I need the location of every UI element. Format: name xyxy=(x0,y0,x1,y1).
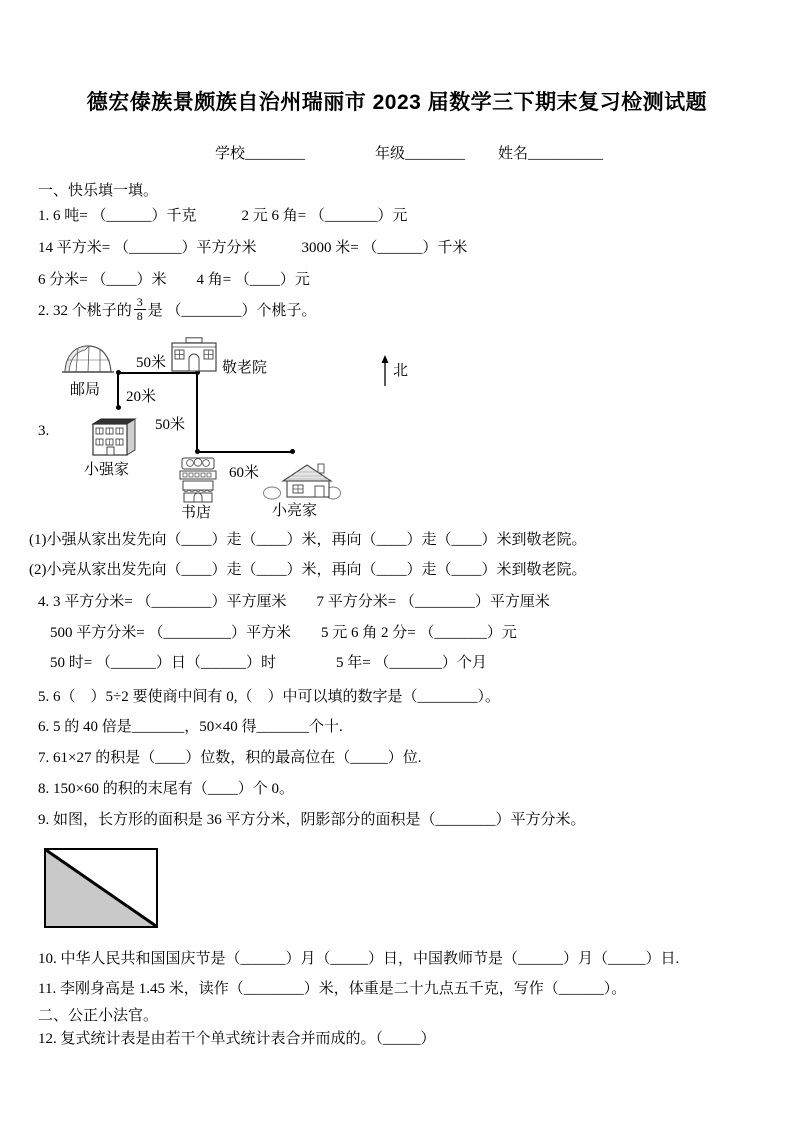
post-office-building-icon xyxy=(59,342,117,380)
question-4-line-3: 50 时= （______）日（______）时 5 年= （_______）个月 xyxy=(50,655,487,671)
question-3-number: 3. xyxy=(38,423,50,439)
question-3-map-diagram xyxy=(0,335,794,527)
question-2-prefix: 2. 32 个桃子的 xyxy=(38,302,132,319)
apartment-building-icon xyxy=(87,417,137,462)
xiaoqiang-home-label: 小强家 xyxy=(84,462,130,478)
question-11: 11. 李刚身高是 1.45 米，读作（________）米，体重是二十九点五千克，写作（______）。 xyxy=(38,981,627,997)
question-10: 10. 中华人民共和国国庆节是（______）月（_____）日，中国教师节是（______）月（_____）日. xyxy=(38,951,680,967)
path-line-middle-vertical xyxy=(196,373,198,452)
question-1-line-1: 1. 6 吨= （______）千克 2 元 6 角= （_______）元 xyxy=(38,208,408,224)
post-office-label: 邮局 xyxy=(70,382,101,398)
question-6: 6. 5 的 40 倍是_______，50×40 得_______个十. xyxy=(38,719,343,735)
question-2-suffix: 是 （________）个桃子。 xyxy=(147,302,317,319)
question-5: 5. 6（ ）5÷2 要使商中间有 0,（ ）中可以填的数字是（________）。 xyxy=(38,689,500,705)
distance-label-top: 50米 xyxy=(136,355,167,371)
distance-label-left: 20米 xyxy=(126,389,157,405)
xiaoliang-home-label: 小亮家 xyxy=(272,503,318,519)
nursing-home-building-icon xyxy=(170,337,218,377)
question-9: 9. 如图，长方形的面积是 36 平方分米，阴影部分的面积是（________）平方分米。 xyxy=(38,812,586,828)
question-1-line-2: 14 平方米= （_______）平方分米 3000 米= （______）千米 xyxy=(38,240,468,256)
north-arrow-icon xyxy=(378,355,392,392)
question-12: 12. 复式统计表是由若干个单式统计表合并而成的。（_____） xyxy=(38,1031,436,1047)
shaded-rectangle-figure xyxy=(44,848,158,928)
fraction-numerator: 3 xyxy=(136,295,143,309)
question-1-line-3: 6 分米= （____）米 4 角= （____）元 xyxy=(38,272,310,288)
name-field: 姓名__________ xyxy=(498,146,604,162)
distance-label-middle: 50米 xyxy=(155,417,186,433)
page-title: 德宏傣族景颇族自治州瑞丽市 2023 届数学三下期末复习检测试题 xyxy=(86,91,708,114)
path-line-bottom xyxy=(197,451,292,453)
section-2-heading: 二、公正小法官。 xyxy=(38,1008,159,1024)
node-dot-bookstore xyxy=(195,449,200,454)
question-3-sub-1: (1)小强从家出发先向（____）走（____）米，再向（____）走（____）米到敬老院。 xyxy=(29,532,587,548)
bookstore-label: 书店 xyxy=(181,505,212,521)
node-dot-xiaoqiang-home xyxy=(116,405,121,410)
path-line-left-vertical xyxy=(117,373,119,408)
question-3-sub-2: (2)小亮从家出发先向（____）走（____）米，再向（____）走（____）米到敬老院。 xyxy=(29,562,587,578)
question-7: 7. 61×27 的积是（____）位数，积的最高位在（_____）位. xyxy=(38,750,422,766)
distance-label-bottom: 60米 xyxy=(229,465,260,481)
fraction-denominator: 8 xyxy=(134,309,146,323)
node-dot-xiaoliang-home xyxy=(290,449,295,454)
question-8: 8. 150×60 的积的末尾有（____）个 0。 xyxy=(38,781,294,797)
section-1-heading: 一、快乐填一填。 xyxy=(38,183,159,199)
question-4-line-2: 500 平方分米= （_________）平方米 5 元 6 角 2 分= （_______）元 xyxy=(50,625,517,641)
fraction-three-eighths xyxy=(134,296,146,322)
question-2 xyxy=(38,296,317,322)
question-4-line-1: 4. 3 平方分米= （________）平方厘米 7 平方分米= （________）平方厘米 xyxy=(38,594,550,610)
grade-field: 年级________ xyxy=(375,146,466,162)
north-label: 北 xyxy=(393,363,409,379)
nursing-home-label: 敬老院 xyxy=(222,360,268,376)
school-field: 学校________ xyxy=(215,146,306,162)
